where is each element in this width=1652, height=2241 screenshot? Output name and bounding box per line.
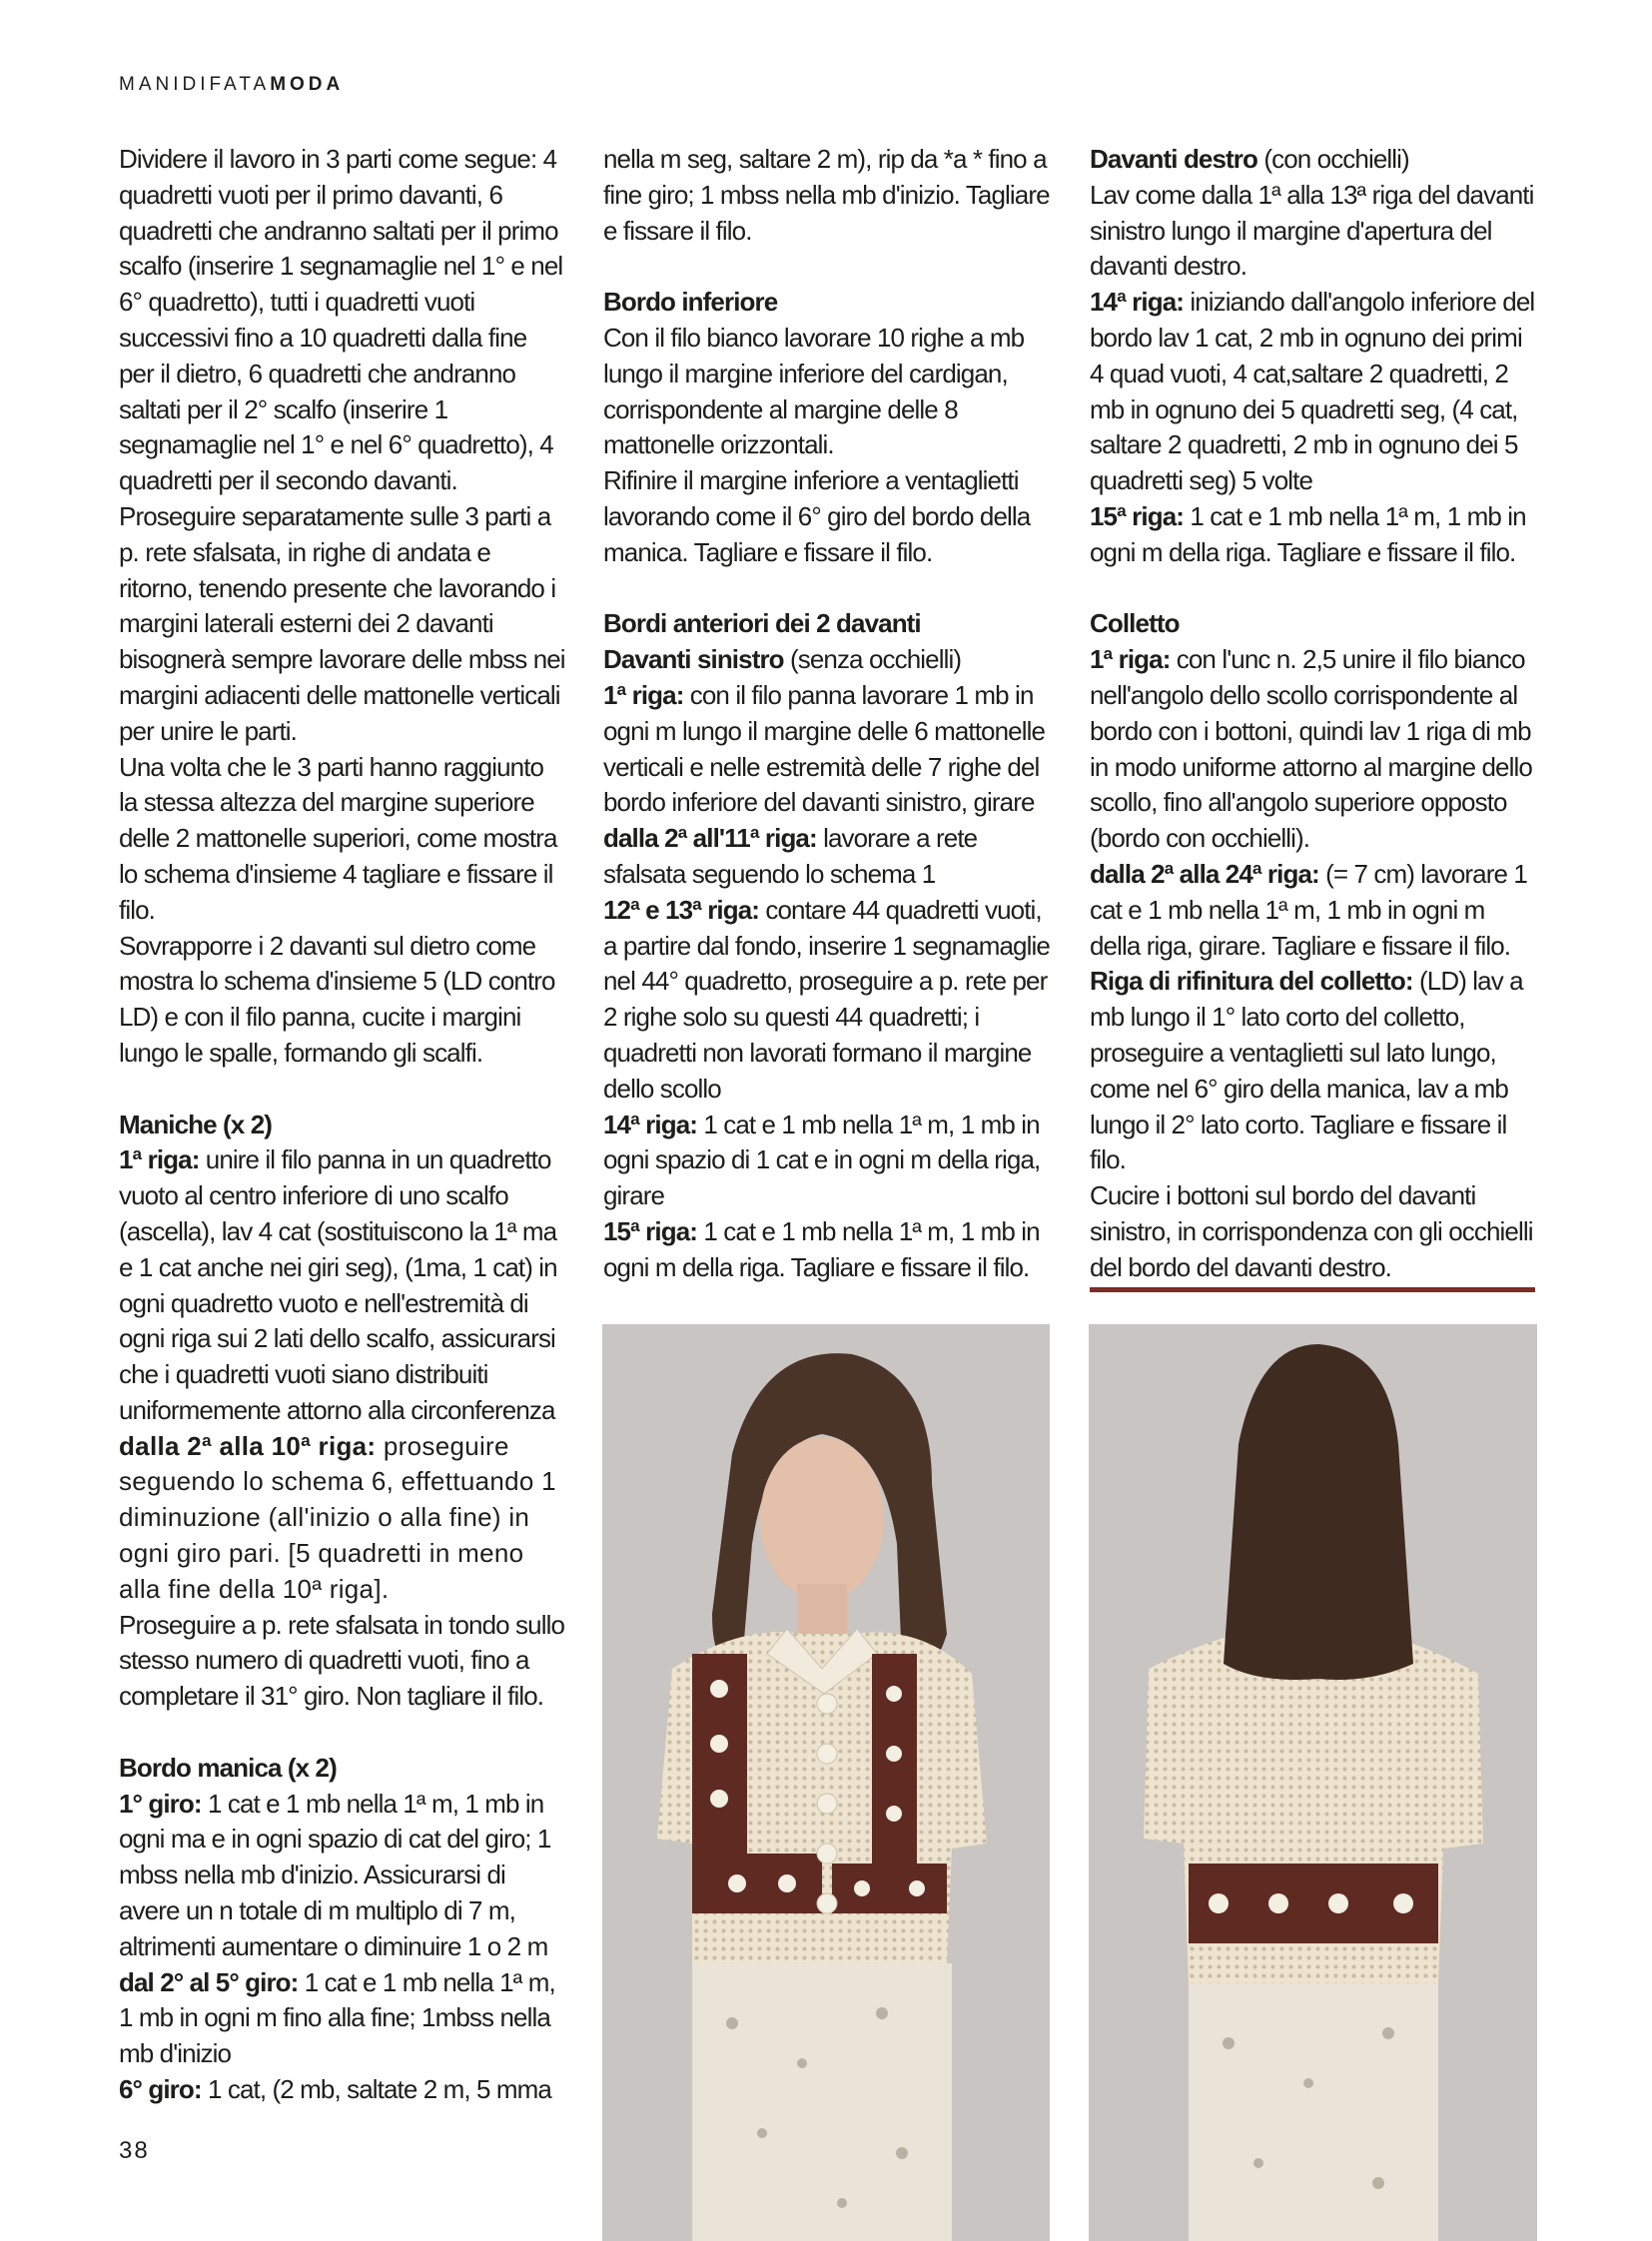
instruction <box>603 893 1055 1108</box>
instruction <box>119 2072 565 2108</box>
step-text: proseguire seguendo lo schema 6, effettuando 1 diminuzione (all'inizio o alla fine) in ogni giro pari. [5 quadretti in meno alla fine della 10ª riga]. <box>119 1430 556 1604</box>
step-text: 1 cat, (2 mb, saltate 2 m, 5 mma <box>201 2074 551 2105</box>
step-text: 1 cat e 1 mb nella 1ª m, 1 mb in ogni m della riga. Tagliare e fissare il filo. <box>603 1215 1040 1282</box>
brand-light: MANIDIFATA <box>119 74 271 95</box>
subheading-label: Davanti sinistro <box>603 644 784 675</box>
section-heading-bordi-anteriori: Bordi anteriori dei 2 davanti <box>603 608 921 639</box>
column-1 <box>119 142 565 2108</box>
photo-back-view <box>1089 1324 1537 2241</box>
step-label: dalla 2ª alla 10ª riga: <box>119 1430 377 1461</box>
paragraph: Rifinire il margine inferiore a ventaglietti lavorando come il 6° giro del bordo della manica. Tagliare e fissare il filo. <box>603 465 1031 567</box>
paragraph: nella m seg, saltare 2 m), rip da *a * fino a fine giro; 1 mbss nella mb d'inizio. Tagliare e fissare il filo. <box>603 144 1050 246</box>
section-rule <box>1090 1287 1535 1292</box>
step-label: 1° giro: <box>119 1788 202 1819</box>
instruction <box>119 1429 565 1608</box>
column-3 <box>1090 142 1539 1286</box>
paragraph: Cucire i bottoni sul bordo del davanti sinistro, in corrispondenza con gli occhielli del bordo del davanti destro. <box>1090 1180 1533 1282</box>
paragraph: Proseguire a p. rete sfalsata in tondo sullo stesso numero di quadretti vuoti, fino a completare il 31° giro. Non tagliare il filo. <box>119 1609 565 1712</box>
subheading-note: (senza occhielli) <box>783 644 962 675</box>
step-label: 14ª riga: <box>603 1109 698 1139</box>
subheading <box>1090 142 1539 178</box>
step-text: con l'unc n. 2,5 unire il filo bianco nell'angolo dello scollo corrispondente al bordo con i bottoni, quindi lav 1 riga di mb in modo uniforme attorno al margine dello scollo, fino all'angolo superiore opposto (bordo con occhielli). <box>1090 644 1532 854</box>
page-number: 38 <box>119 2137 150 2164</box>
photo-front-view <box>602 1324 1050 2241</box>
instruction <box>1090 642 1539 857</box>
instruction <box>1090 857 1539 964</box>
step-text: (LD) lav a mb lungo il 1° lato corto del colletto, proseguire a ventaglietti sul lato lungo, come nel 6° giro della manica, lav a mb lungo il 2° lato corto. Tagliare e fissare il filo. <box>1090 966 1523 1175</box>
paragraph: Una volta che le 3 parti hanno raggiunto la stessa altezza del margine superiore delle 2 mattonelle superiori, come mostra lo schema d'insieme 4 tagliare e fissare il filo. <box>119 751 557 925</box>
instruction <box>603 821 1055 893</box>
instruction <box>119 1142 565 1428</box>
step-label: 1ª riga: <box>119 1144 200 1175</box>
step-text: 1 cat e 1 mb nella 1ª m, 1 mb in ogni m della riga. Tagliare e fissare il filo. <box>1090 500 1526 567</box>
step-text: con il filo panna lavorare 1 mb in ogni m lungo il margine delle 6 mattonelle verticali e nelle estremità delle 7 righe del bordo inferiore del davanti sinistro, girare <box>603 679 1046 818</box>
instruction <box>119 1787 565 1965</box>
step-text: (= 7 cm) lavorare 1 cat e 1 mb nella 1ª m, 1 mb in ogni m della riga, girare. Tagliare e fissare il filo. <box>1090 858 1527 961</box>
step-text: 1 cat e 1 mb nella 1ª m, 1 mb in ogni ma e in ogni spazio di cat del giro; 1 mbss nella mb d'inizio. Assicurarsi di avere un n totale di m multiplo di 7 m, altrimenti aumentare o diminuire 1 o 2 m <box>119 1788 551 1961</box>
step-text: 1 cat e 1 mb nella 1ª m, 1 mb in ogni spazio di 1 cat e in ogni m della riga, girare <box>603 1109 1041 1211</box>
step-label: Riga di rifinitura del colletto: <box>1090 966 1413 997</box>
step-label: dalla 2ª all'11ª riga: <box>603 823 817 854</box>
instruction <box>603 678 1055 821</box>
subheading-note: (con occhielli) <box>1257 144 1409 174</box>
instruction <box>603 1214 1055 1286</box>
section-heading-bordo-inferiore: Bordo inferiore <box>603 287 778 318</box>
subheading-label: Davanti destro <box>1090 144 1258 174</box>
paragraph: Sovrapporre i 2 davanti sul dietro come mostra lo schema d'insieme 5 (LD contro LD) e con il filo panna, cucite i margini lungo le spalle, formando gli scalfi. <box>119 930 555 1068</box>
step-label: 14ª riga: <box>1090 287 1185 318</box>
step-label: dalla 2ª alla 24ª riga: <box>1090 858 1319 889</box>
paragraph: Proseguire separatamente sulle 3 parti a p. rete sfalsata, in righe di andata e ritorno, tenendo presente che lavorando i margini laterali esterni dei 2 davanti bisognerà sempre lavorare delle mbss nei margini adiacenti delle mattonelle verticali per unire le parti. <box>119 500 565 746</box>
subheading <box>603 642 1055 678</box>
paragraph: Lav come dalla 1ª alla 13ª riga del davanti sinistro lungo il margine d'apertura del davanti destro. <box>1090 179 1534 282</box>
step-text: lavorare a rete sfalsata seguendo lo schema 1 <box>603 823 978 889</box>
step-text: unire il filo panna in un quadretto vuoto al centro inferiore di uno scalfo (ascella), lav 4 cat (sostituiscono la 1ª ma e 1 cat anche nei giri seg), (1ma, 1 cat) in ogni quadretto vuoto e nell'estremità di ogni riga sui 2 lati dello scalfo, assicurarsi che i quadretti vuoti siano distribuiti uniformemente attorno alla circonferenza <box>119 1144 557 1425</box>
step-text: iniziando dall'angolo inferiore del bordo lav 1 cat, 2 mb in ognuno dei primi 4 quad vuoti, 4 cat,saltare 2 quadretti, 2 mb in ognuno dei 5 quadretti seg, (4 cat, saltare 2 quadretti, 2 mb in ognuno dei 5 quadretti seg) 5 volte <box>1090 287 1535 496</box>
instruction <box>119 1965 565 2072</box>
step-label: 15ª riga: <box>603 1215 698 1246</box>
step-text: 1 cat e 1 mb nella 1ª m, 1 mb in ogni m fino alla fine; 1mbss nella mb d'inizio <box>119 1966 555 2069</box>
section-heading-maniche: Maniche (x 2) <box>119 1109 273 1139</box>
instruction <box>603 1108 1055 1214</box>
step-label: 12ª e 13ª riga: <box>603 894 760 925</box>
step-text: contare 44 quadretti vuoti, a partire dal fondo, inserire 1 segnamaglie nel 44° quadretto, proseguire a p. rete per 2 righe solo su questi 44 quadretti; i quadretti non lavorati formano il margine dello scollo <box>603 894 1050 1104</box>
column-2 <box>603 142 1055 1286</box>
step-label: 1ª riga: <box>1090 644 1171 675</box>
magazine-header <box>119 74 344 96</box>
instruction <box>1090 964 1539 1178</box>
instruction <box>1090 285 1539 499</box>
section-heading-bordo-manica: Bordo manica (x 2) <box>119 1752 337 1783</box>
step-label: 6° giro: <box>119 2074 202 2105</box>
brand-bold: MODA <box>270 74 345 95</box>
paragraph: Con il filo bianco lavorare 10 righe a mb lungo il margine inferiore del cardigan, corrispondente al margine delle 8 mattonelle orizzontali. <box>603 322 1025 460</box>
instruction <box>1090 499 1539 571</box>
section-heading-colletto: Colletto <box>1090 608 1180 639</box>
step-label: dal 2° al 5° giro: <box>119 1966 299 1997</box>
step-label: 15ª riga: <box>1090 500 1185 531</box>
paragraph: Dividere il lavoro in 3 parti come segue: 4 quadretti vuoti per il primo davanti, 6 quadretti che andranno saltati per il primo scalfo (inserire 1 segnamaglie nel 1° e nel 6° quadretto), tutti i quadretti vuoti successivi fino a 10 quadretti dalla fine per il dietro, 6 quadretti che andranno saltati per il 2° scalfo (inserire 1 segnamaglie nel 1° e nel 6° quadretto), 4 quadretti per il secondo davanti. <box>119 144 563 496</box>
step-label: 1ª riga: <box>603 679 684 710</box>
